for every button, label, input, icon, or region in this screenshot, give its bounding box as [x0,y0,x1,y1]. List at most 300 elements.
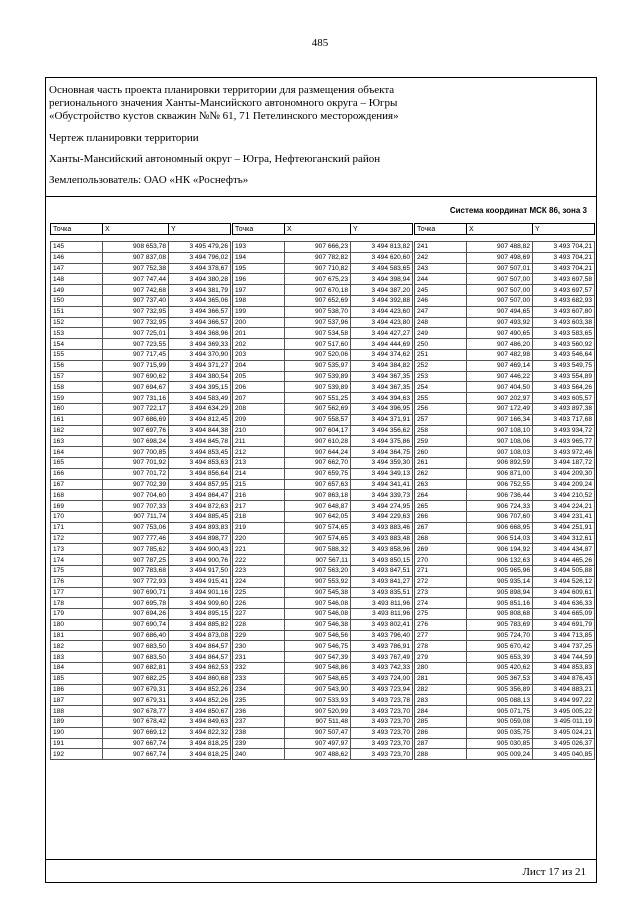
point-cell: 216 [233,490,285,501]
y-coordinate-cell: 3 494 818,25 [169,749,231,760]
point-cell: 149 [51,285,103,296]
x-coordinate-cell: 907 683,50 [103,641,169,652]
table-row [51,727,231,738]
x-coordinate-cell: 907 543,90 [285,684,351,695]
y-coordinate-cell: 3 494 609,61 [533,587,595,598]
coordinates-table-1 [50,241,231,760]
y-coordinate-cell: 3 493 972,46 [533,447,595,458]
x-coordinate-cell: 905 071,75 [467,706,533,717]
y-coordinate-cell: 3 494 339,73 [351,490,413,501]
x-coordinate-cell: 907 777,46 [103,533,169,544]
point-cell: 175 [51,565,103,576]
point-cell: 271 [415,565,467,576]
table-row [415,252,595,263]
y-coordinate-cell: 3 494 893,83 [169,522,231,533]
y-coordinate-cell: 3 494 465,26 [533,555,595,566]
project-title-line: Основная часть проекта планировки территории для размещения объекта [49,84,395,96]
y-coordinate-cell: 3 494 862,53 [169,663,231,674]
x-coordinate-cell: 907 697,76 [103,425,169,436]
table-row [233,565,413,576]
y-coordinate-cell: 3 494 853,63 [169,457,231,468]
table-row [415,242,595,253]
table-row [233,706,413,717]
table-row [51,576,231,587]
point-cell: 215 [233,479,285,490]
x-coordinate-cell: 907 553,92 [285,576,351,587]
point-cell: 222 [233,555,285,566]
x-coordinate-cell: 907 732,95 [103,306,169,317]
point-cell: 250 [415,339,467,350]
x-coordinate-cell: 907 742,68 [103,285,169,296]
x-coordinate-cell: 907 683,50 [103,652,169,663]
y-coordinate-cell: 3 493 682,93 [533,295,595,306]
y-coordinate-cell: 3 494 359,30 [351,457,413,468]
point-cell: 237 [233,717,285,728]
y-coordinate-cell: 3 494 224,21 [533,501,595,512]
table-row [415,727,595,738]
x-coordinate-cell: 907 562,69 [285,403,351,414]
y-coordinate-cell: 3 493 965,77 [533,436,595,447]
y-coordinate-cell: 3 494 872,63 [169,501,231,512]
table-row [415,609,595,620]
x-coordinate-cell: 907 694,26 [103,609,169,620]
x-coordinate-cell: 907 662,70 [285,457,351,468]
column-header-y: Y [351,224,413,235]
y-coordinate-cell: 3 494 900,43 [169,544,231,555]
x-coordinate-cell: 907 511,48 [285,717,351,728]
point-cell: 191 [51,738,103,749]
x-coordinate-cell: 907 538,70 [285,306,351,317]
table-row [51,673,231,684]
x-coordinate-cell: 907 785,62 [103,544,169,555]
x-coordinate-cell: 906 892,59 [467,457,533,468]
x-coordinate-cell: 907 486,20 [467,339,533,350]
y-coordinate-cell: 3 493 883,46 [351,522,413,533]
y-coordinate-cell: 3 494 380,54 [169,371,231,382]
table-row [51,641,231,652]
y-coordinate-cell: 3 494 395,15 [169,382,231,393]
y-coordinate-cell: 3 493 723,70 [351,727,413,738]
point-cell: 272 [415,576,467,587]
point-cell: 243 [415,263,467,274]
table-row [233,598,413,609]
x-coordinate-cell: 907 678,77 [103,706,169,717]
y-coordinate-cell: 3 494 634,29 [169,403,231,414]
point-cell: 201 [233,328,285,339]
y-coordinate-cell: 3 493 847,51 [351,565,413,576]
y-coordinate-cell: 3 494 885,82 [169,619,231,630]
point-cell: 188 [51,706,103,717]
x-coordinate-cell: 907 670,18 [285,285,351,296]
point-cell: 284 [415,706,467,717]
point-cell: 277 [415,630,467,641]
table-row [51,565,231,576]
y-coordinate-cell: 3 493 697,57 [533,285,595,296]
y-coordinate-cell: 3 494 812,45 [169,414,231,425]
table-row [233,663,413,674]
point-cell: 189 [51,717,103,728]
y-coordinate-cell: 3 493 697,58 [533,274,595,285]
point-cell: 208 [233,403,285,414]
x-coordinate-cell: 907 493,92 [467,317,533,328]
y-coordinate-cell: 3 494 844,38 [169,425,231,436]
table-row [51,371,231,382]
table-row [233,717,413,728]
table-row [415,663,595,674]
y-coordinate-cell: 3 494 917,50 [169,565,231,576]
y-coordinate-cell: 3 495 479,26 [169,242,231,253]
x-coordinate-cell: 905 808,68 [467,609,533,620]
project-title-line: регионального значения Ханты-Мансийского автономного округа – Югры [49,97,398,110]
y-coordinate-cell: 3 493 723,70 [351,717,413,728]
y-coordinate-cell: 3 493 897,38 [533,403,595,414]
table-row [415,641,595,652]
x-coordinate-cell: 905 420,62 [467,663,533,674]
table-row [233,684,413,695]
table-row [233,555,413,566]
x-coordinate-cell: 907 783,68 [103,565,169,576]
y-coordinate-cell: 3 494 796,02 [169,252,231,263]
point-cell: 288 [415,749,467,760]
point-cell: 187 [51,695,103,706]
point-cell: 255 [415,393,467,404]
region-text: Ханты-Мансийский автономный округ – Югра, Нефтеюганский район [49,152,381,165]
y-coordinate-cell: 3 494 349,13 [351,468,413,479]
x-coordinate-cell: 905 356,89 [467,684,533,695]
y-coordinate-cell: 3 494 367,35 [351,371,413,382]
y-coordinate-cell: 3 493 786,91 [351,641,413,652]
x-coordinate-cell: 907 546,38 [285,619,351,630]
table-row [415,306,595,317]
y-coordinate-cell: 3 494 852,26 [169,695,231,706]
point-cell: 177 [51,587,103,598]
table-row [233,738,413,749]
table-row [415,263,595,274]
x-coordinate-cell: 906 724,33 [467,501,533,512]
point-cell: 246 [415,295,467,306]
table-row [233,522,413,533]
x-coordinate-cell: 907 648,87 [285,501,351,512]
point-cell: 220 [233,533,285,544]
point-cell: 183 [51,652,103,663]
x-coordinate-cell: 907 837,08 [103,252,169,263]
y-coordinate-cell: 3 493 717,68 [533,414,595,425]
point-cell: 155 [51,349,103,360]
y-coordinate-cell: 3 494 813,82 [351,242,413,253]
table-row [415,717,595,728]
y-coordinate-cell: 3 493 605,57 [533,393,595,404]
table-row [415,328,595,339]
table-row [233,360,413,371]
point-cell: 174 [51,555,103,566]
point-cell: 253 [415,371,467,382]
point-cell: 193 [233,242,285,253]
y-coordinate-cell: 3 494 364,75 [351,447,413,458]
y-coordinate-cell: 3 493 858,96 [351,544,413,555]
table-row [415,339,595,350]
coordinates-table-3 [414,241,595,760]
point-cell: 279 [415,652,467,663]
point-cell: 273 [415,587,467,598]
y-coordinate-cell: 3 494 852,26 [169,684,231,695]
point-cell: 178 [51,598,103,609]
y-coordinate-cell: 3 493 723,78 [351,695,413,706]
y-coordinate-cell: 3 494 898,77 [169,533,231,544]
point-cell: 228 [233,619,285,630]
table-row [415,349,595,360]
y-coordinate-cell: 3 494 822,32 [169,727,231,738]
x-coordinate-cell: 907 548,86 [285,663,351,674]
point-cell: 280 [415,663,467,674]
table-row [415,533,595,544]
y-coordinate-cell: 3 493 796,40 [351,630,413,641]
table-row [233,414,413,425]
x-coordinate-cell: 905 009,24 [467,749,533,760]
document-header [49,84,589,187]
point-cell: 249 [415,328,467,339]
x-coordinate-cell: 907 535,97 [285,360,351,371]
point-cell: 282 [415,684,467,695]
x-coordinate-cell: 907 686,69 [103,414,169,425]
point-cell: 266 [415,511,467,522]
y-coordinate-cell: 3 494 434,87 [533,544,595,555]
x-coordinate-cell: 906 707,60 [467,511,533,522]
table-row [51,609,231,620]
page-number: 485 [311,37,329,49]
table-row [51,393,231,404]
table-row [51,749,231,760]
point-cell: 244 [415,274,467,285]
table-row [51,339,231,350]
table-row [233,479,413,490]
table-row [51,468,231,479]
x-coordinate-cell: 907 166,34 [467,414,533,425]
project-title-line: «Обустройство кустов скважин №№ 61, 71 Петелинского месторождения» [49,110,399,123]
y-coordinate-cell: 3 495 040,85 [533,749,595,760]
y-coordinate-cell: 3 494 366,57 [169,317,231,328]
y-coordinate-cell: 3 494 396,95 [351,403,413,414]
column-header-group-2 [232,223,413,235]
table-row [51,684,231,695]
y-coordinate-cell: 3 494 394,63 [351,393,413,404]
table-row [51,738,231,749]
y-coordinate-cell: 3 494 187,72 [533,457,595,468]
point-cell: 214 [233,468,285,479]
x-coordinate-cell: 907 547,39 [285,652,351,663]
x-coordinate-cell: 907 172,49 [467,403,533,414]
table-row [415,511,595,522]
table-row [415,652,595,663]
y-coordinate-cell: 3 493 724,00 [351,673,413,684]
x-coordinate-cell: 907 533,93 [285,695,351,706]
table-row [233,382,413,393]
x-coordinate-cell: 907 679,31 [103,684,169,695]
point-cell: 169 [51,501,103,512]
point-cell: 152 [51,317,103,328]
table-row [51,663,231,674]
table-row [51,533,231,544]
y-coordinate-cell: 3 493 835,51 [351,587,413,598]
x-coordinate-cell: 907 546,08 [285,609,351,620]
y-coordinate-cell: 3 494 737,25 [533,641,595,652]
x-coordinate-cell: 907 108,03 [467,447,533,458]
table-row [51,544,231,555]
y-coordinate-cell: 3 495 005,22 [533,706,595,717]
table-row [415,490,595,501]
table-row [51,695,231,706]
x-coordinate-cell: 905 724,70 [467,630,533,641]
y-coordinate-cell: 3 494 915,41 [169,576,231,587]
point-cell: 278 [415,641,467,652]
point-cell: 285 [415,717,467,728]
table-row [51,598,231,609]
x-coordinate-cell: 907 520,06 [285,349,351,360]
y-coordinate-cell: 3 494 853,45 [169,447,231,458]
x-coordinate-cell: 907 679,31 [103,695,169,706]
point-cell: 197 [233,285,285,296]
y-coordinate-cell: 3 493 883,48 [351,533,413,544]
x-coordinate-cell: 907 690,71 [103,587,169,598]
y-coordinate-cell: 3 494 849,63 [169,717,231,728]
y-coordinate-cell: 3 493 841,27 [351,576,413,587]
x-coordinate-cell: 907 202,97 [467,393,533,404]
point-cell: 242 [415,252,467,263]
point-cell: 226 [233,598,285,609]
point-cell: 239 [233,738,285,749]
point-cell: 286 [415,727,467,738]
x-coordinate-cell: 907 704,60 [103,490,169,501]
y-coordinate-cell: 3 494 444,69 [351,339,413,350]
table-row [415,403,595,414]
table-row [415,425,595,436]
y-coordinate-cell: 3 494 864,47 [169,490,231,501]
table-row [51,414,231,425]
point-cell: 146 [51,252,103,263]
x-coordinate-cell: 905 030,85 [467,738,533,749]
table-row [233,403,413,414]
x-coordinate-cell: 907 446,22 [467,371,533,382]
y-coordinate-cell: 3 493 564,26 [533,382,595,393]
point-cell: 235 [233,695,285,706]
table-row [415,749,595,760]
table-row [233,468,413,479]
table-row [415,382,595,393]
table-row [415,274,595,285]
table-row [415,447,595,458]
table-row [51,252,231,263]
point-cell: 238 [233,727,285,738]
x-coordinate-cell: 907 546,08 [285,598,351,609]
x-coordinate-cell: 907 546,56 [285,630,351,641]
y-coordinate-cell: 3 493 546,64 [533,349,595,360]
point-cell: 262 [415,468,467,479]
y-coordinate-cell: 3 494 853,83 [533,663,595,674]
table-row [51,555,231,566]
y-coordinate-cell: 3 494 997,22 [533,695,595,706]
table-row [233,285,413,296]
point-cell: 219 [233,522,285,533]
column-header-x: X [103,224,169,235]
point-cell: 198 [233,295,285,306]
point-cell: 165 [51,457,103,468]
table-row [233,371,413,382]
table-row [415,544,595,555]
column-header-x: X [467,224,533,235]
y-coordinate-cell: 3 494 856,64 [169,468,231,479]
x-coordinate-cell: 907 782,82 [285,252,351,263]
x-coordinate-cell: 907 675,23 [285,274,351,285]
table-row [51,447,231,458]
x-coordinate-cell: 907 710,82 [285,263,351,274]
point-cell: 203 [233,349,285,360]
point-cell: 263 [415,479,467,490]
point-cell: 209 [233,414,285,425]
column-header-group-3 [414,223,595,235]
point-cell: 160 [51,403,103,414]
x-coordinate-cell: 907 498,69 [467,252,533,263]
y-coordinate-cell: 3 493 549,75 [533,360,595,371]
x-coordinate-cell: 907 404,50 [467,382,533,393]
y-coordinate-cell: 3 495 011,19 [533,717,595,728]
x-coordinate-cell: 907 517,60 [285,339,351,350]
point-cell: 217 [233,501,285,512]
point-cell: 276 [415,619,467,630]
x-coordinate-cell: 907 108,10 [467,425,533,436]
point-cell: 205 [233,371,285,382]
point-cell: 275 [415,609,467,620]
y-coordinate-cell: 3 494 371,91 [351,414,413,425]
x-coordinate-cell: 905 935,14 [467,576,533,587]
y-coordinate-cell: 3 494 864,57 [169,641,231,652]
point-cell: 204 [233,360,285,371]
x-coordinate-cell: 907 558,57 [285,414,351,425]
point-cell: 287 [415,738,467,749]
y-coordinate-cell: 3 494 209,30 [533,468,595,479]
table-row [51,403,231,414]
x-coordinate-cell: 907 732,95 [103,317,169,328]
x-coordinate-cell: 907 686,40 [103,630,169,641]
x-coordinate-cell: 907 652,69 [285,295,351,306]
y-coordinate-cell: 3 493 811,96 [351,609,413,620]
x-coordinate-cell: 907 551,25 [285,393,351,404]
x-coordinate-cell: 907 772,93 [103,576,169,587]
table-row [415,565,595,576]
point-cell: 192 [51,749,103,760]
y-coordinate-cell: 3 494 371,27 [169,360,231,371]
point-cell: 163 [51,436,103,447]
table-row [233,274,413,285]
y-coordinate-cell: 3 493 607,80 [533,306,595,317]
table-row [51,263,231,274]
table-row [233,630,413,641]
y-coordinate-cell: 3 494 636,33 [533,598,595,609]
point-cell: 257 [415,414,467,425]
y-coordinate-cell: 3 494 209,24 [533,479,595,490]
table-row [51,717,231,728]
y-coordinate-cell: 3 494 423,60 [351,306,413,317]
x-coordinate-cell: 905 851,16 [467,598,533,609]
y-coordinate-cell: 3 493 723,70 [351,749,413,760]
table-row [233,447,413,458]
point-cell: 207 [233,393,285,404]
table-row [233,252,413,263]
table-row [415,706,595,717]
table-row [51,295,231,306]
table-row [415,436,595,447]
table-row [51,382,231,393]
y-coordinate-cell: 3 494 909,60 [169,598,231,609]
point-cell: 241 [415,242,467,253]
